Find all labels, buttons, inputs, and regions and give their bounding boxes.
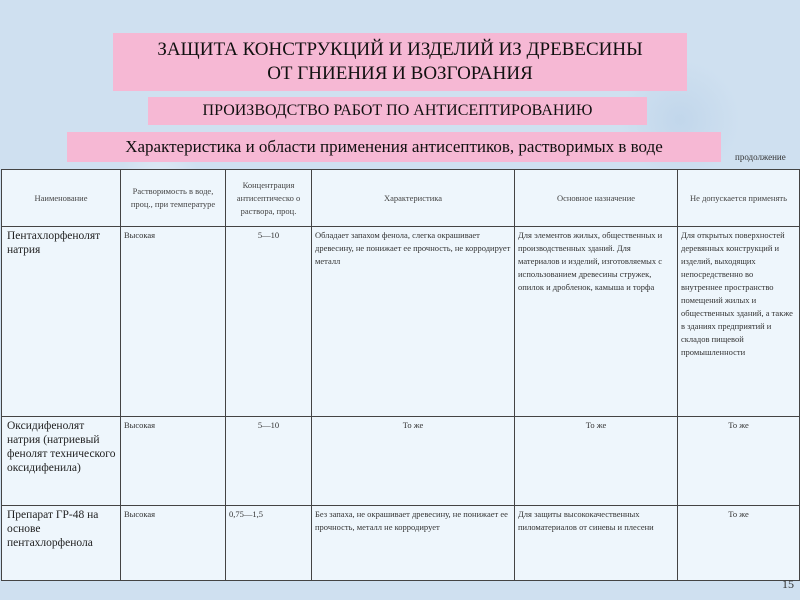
header-characteristic: Характеристика	[312, 170, 515, 227]
cell-characteristic: Обладает запахом фенола, слегка окрашивает древесину, не понижает ее прочность, не корродирует металл	[312, 227, 515, 417]
cell-solubility: Высокая	[121, 417, 226, 506]
header-restriction: Не допускается применять	[678, 170, 800, 227]
cell-name: Пентахлорфенолят натрия	[2, 227, 121, 417]
header-solubility: Растворимость в воде, проц., при температуре	[121, 170, 226, 227]
antiseptics-table	[1, 169, 800, 581]
cell-purpose: Для элементов жилых, общественных и производственных зданий. Для материалов и изделий, изготовляемых с использованием древесины стружек, опилок и дробленок, камыша и торфа	[515, 227, 678, 417]
slide-title	[113, 33, 687, 91]
continued-label: продолжение	[735, 152, 786, 162]
cell-characteristic: Без запаха, не окрашивает древесину, не понижает ее прочность, металл не корродирует	[312, 506, 515, 581]
cell-restriction: То же	[678, 506, 800, 581]
cell-solubility: Высокая	[121, 506, 226, 581]
table-row	[2, 227, 800, 417]
cell-characteristic: То же	[312, 417, 515, 506]
cell-name: Препарат ГР-48 на основе пентахлорфенола	[2, 506, 121, 581]
cell-concentration: 5—10	[226, 417, 312, 506]
cell-concentration: 0,75—1,5	[226, 506, 312, 581]
title-line-1: ЗАЩИТА КОНСТРУКЦИЙ И ИЗДЕЛИЙ ИЗ ДРЕВЕСИНЫ	[157, 39, 643, 60]
table-row	[2, 506, 800, 581]
header-name: Наименование	[2, 170, 121, 227]
cell-concentration: 5—10	[226, 227, 312, 417]
table-header-row	[2, 170, 800, 227]
header-concentration: Концентрация антисептическо о раствора, проц.	[226, 170, 312, 227]
cell-solubility: Высокая	[121, 227, 226, 417]
cell-purpose: То же	[515, 417, 678, 506]
cell-name: Оксидифенолят натрия (натриевый фенолят технического оксидифенила)	[2, 417, 121, 506]
page-number: 15	[782, 577, 794, 591]
slide-subtitle: ПРОИЗВОДСТВО РАБОТ ПО АНТИСЕПТИРОВАНИЮ	[148, 97, 647, 125]
table-caption: Характеристика и области применения антисептиков, растворимых в воде	[67, 132, 721, 162]
cell-restriction: Для открытых поверхностей деревянных конструкций и изделий, выходящих непосредственно во внутреннее пространство помещений жилых и общественных зданий, а также в зданиях предприятий и складов пищевой промышленности	[678, 227, 800, 417]
header-purpose: Основное назначение	[515, 170, 678, 227]
table-row	[2, 417, 800, 506]
title-line-2: ОТ ГНИЕНИЯ И ВОЗГОРАНИЯ	[267, 63, 533, 84]
cell-restriction: То же	[678, 417, 800, 506]
cell-purpose: Для защиты высококачественных пиломатериалов от синевы и плесени	[515, 506, 678, 581]
